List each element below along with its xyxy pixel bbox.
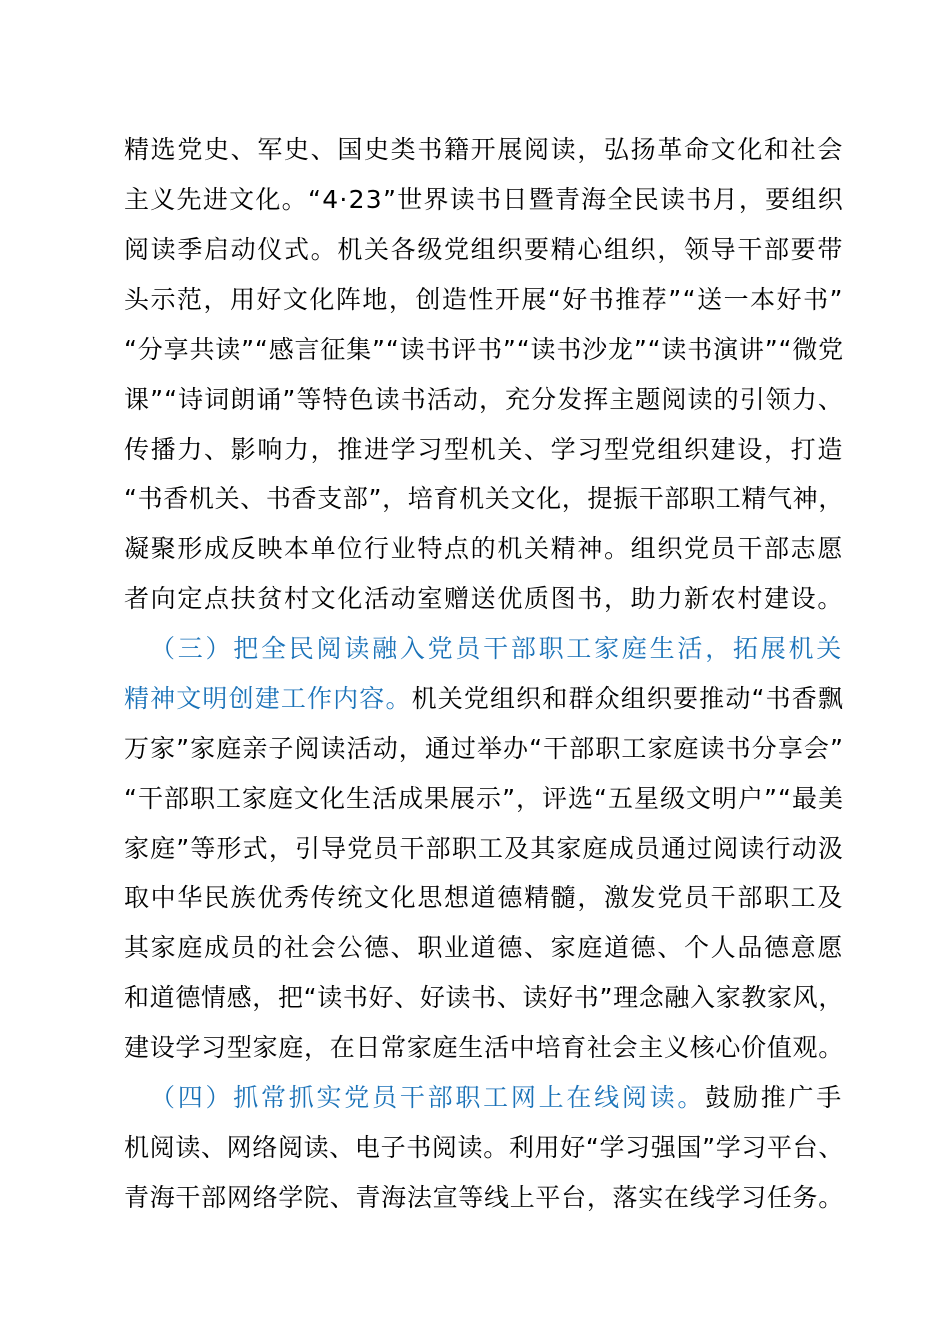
section-heading: 精神文明创建工作内容。 bbox=[124, 684, 412, 713]
text-line bbox=[150, 629, 870, 669]
body-text: 凝聚形成反映本单位行业特点的机关精神。组织党员干部志愿 bbox=[124, 534, 844, 563]
body-text: “干部职工家庭文化生活成果展示”，评选“五星级文明户”“最美 bbox=[124, 784, 844, 813]
body-text: 其家庭成员的社会公德、职业道德、家庭道德、个人品德意愿 bbox=[124, 933, 844, 962]
text-line bbox=[124, 130, 844, 170]
text-line bbox=[124, 928, 844, 968]
text-line bbox=[124, 529, 844, 569]
text-line bbox=[124, 1178, 844, 1218]
text-line bbox=[124, 180, 844, 220]
body-text: 头示范，用好文化阵地，创造性开展“好书推荐”“送一本好书” bbox=[124, 285, 844, 314]
body-text: 青海干部网络学院、青海法宣等线上平台，落实在线学习任务。 bbox=[124, 1183, 844, 1212]
text-line bbox=[124, 878, 844, 918]
body-text: 精选党史、军史、国史类书籍开展阅读，弘扬革命文化和社会 bbox=[124, 135, 844, 164]
body-text: 和道德情感，把“读书好、好读书、读好书”理念融入家教家风， bbox=[124, 983, 844, 1012]
body-text: 鼓励推广手 bbox=[705, 1083, 844, 1112]
text-line bbox=[124, 380, 844, 420]
text-line bbox=[124, 280, 844, 320]
body-text: 阅读季启动仪式。机关各级党组织要精心组织，领导干部要带 bbox=[124, 235, 844, 264]
body-text: 万家”家庭亲子阅读活动，通过举办“干部职工家庭读书分享会” bbox=[124, 734, 844, 763]
body-text: “分享共读”“感言征集”“读书评书”“读书沙龙”“读书演讲”“微党 bbox=[124, 335, 844, 364]
body-text: 主义先进文化。“4·23”世界读书日暨青海全民读书月，要组织 bbox=[124, 185, 844, 214]
text-line bbox=[124, 579, 844, 619]
body-text: 取中华民族优秀传统文化思想道德精髓，激发党员干部职工及 bbox=[124, 883, 844, 912]
body-text: 建设学习型家庭，在日常家庭生活中培育社会主义核心价值观。 bbox=[124, 1033, 844, 1062]
section-heading: （三）把全民阅读融入党员干部职工家庭生活，拓展机关 bbox=[150, 634, 844, 663]
text-line bbox=[124, 330, 844, 370]
text-line bbox=[124, 779, 844, 819]
section-heading: （四）抓常抓实党员干部职工网上在线阅读。 bbox=[150, 1083, 706, 1112]
text-line bbox=[124, 479, 844, 519]
body-text: “书香机关、书香支部”，培育机关文化，提振干部职工精气神， bbox=[124, 484, 844, 513]
body-text: 课”“诗词朗诵”等特色读书活动，充分发挥主题阅读的引领力、 bbox=[124, 385, 844, 414]
text-line bbox=[124, 230, 844, 270]
text-line bbox=[124, 978, 844, 1018]
body-text: 家庭”等形式，引导党员干部职工及其家庭成员通过阅读行动汲 bbox=[124, 834, 844, 863]
text-line bbox=[124, 430, 844, 470]
text-line bbox=[124, 829, 844, 869]
text-line bbox=[124, 1128, 844, 1168]
body-text: 传播力、影响力，推进学习型机关、学习型党组织建设，打造 bbox=[124, 435, 844, 464]
text-line bbox=[150, 1078, 870, 1118]
text-line bbox=[124, 1028, 844, 1068]
text-line bbox=[124, 729, 844, 769]
text-line bbox=[124, 679, 844, 719]
body-text: 者向定点扶贫村文化活动室赠送优质图书，助力新农村建设。 bbox=[124, 584, 844, 613]
body-text: 机关党组织和群众组织要推动“书香飘 bbox=[411, 684, 844, 713]
body-text: 机阅读、网络阅读、电子书阅读。利用好“学习强国”学习平台、 bbox=[124, 1133, 844, 1162]
